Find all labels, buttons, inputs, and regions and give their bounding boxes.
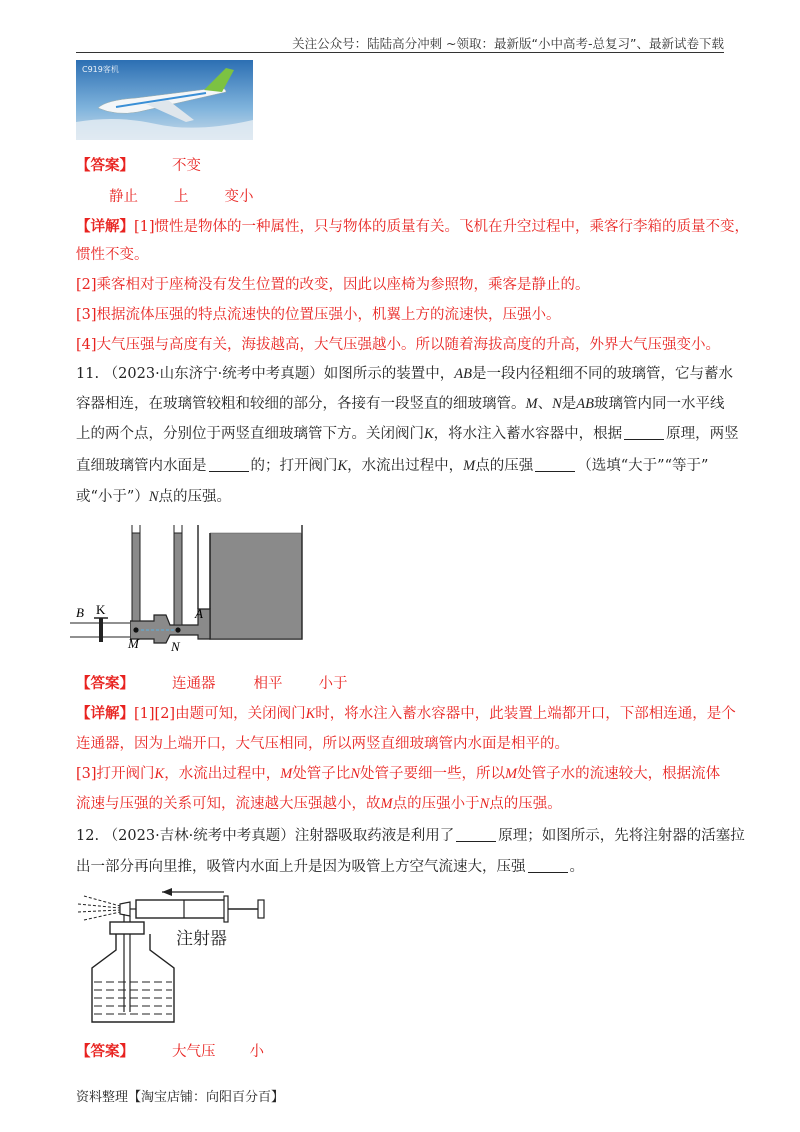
airplane-photo: [76, 60, 253, 140]
q11-stem-3: 上的两个点，分别位于两竖直细玻璃管下方。关闭阀门K，将水注入蓄水容器中，根据 原理，两竖: [76, 426, 739, 442]
page-header: 关注公众号：陆陆高分冲刺 ~领取：最新版“小中高考-总复习”、最新试卷下载: [292, 36, 724, 51]
syringe-barrel: [136, 900, 226, 918]
q11-answer: 【答案】 连通器 相平 小于: [76, 675, 348, 692]
label-m: M: [128, 636, 139, 651]
plunger-handle: [258, 900, 264, 918]
q10-detail-2: 惯性不变。: [76, 247, 149, 263]
q11-blank-3: [535, 457, 575, 472]
q10-detail-3: [2]乘客相对于座椅没有发生位置的改变，因此以座椅为参照物，乘客是静止的。: [76, 277, 590, 293]
q12-syringe-figure: [74, 880, 274, 1030]
q12-answer: 【答案】 大气压 小: [76, 1043, 264, 1060]
q11-stem-2: 容器相连，在玻璃管较粗和较细的部分，各接有一段竖直的细玻璃管。M、N是AB玻璃管内同一水平线: [76, 396, 725, 412]
point-m: [133, 627, 138, 632]
q11-stem-4: 直细玻璃管内水面是 的；打开阀门K，水流出过程中，M点的压强 （选填“大于”“等于”: [76, 458, 709, 474]
q11-blank-1: [624, 425, 664, 440]
q10-detail-4: [3]根据流体压强的特点流速快的位置压强小，机翼上方的流速快，压强小。: [76, 307, 561, 323]
point-n: [175, 627, 180, 632]
header-divider: [76, 52, 724, 53]
label-b: B: [76, 605, 84, 620]
q11-stem-1: 11. （2023·山东济宁·统考中考真题）如图所示的装置中，AB是一段内径粗细不同的玻璃管，它与蓄水: [76, 366, 734, 382]
q12-stem-1: 12. （2023·吉林·统考中考真题）注射器吸取药液是利用了 原理；如图所示，先将注射器的活塞拉: [76, 828, 745, 844]
label-a: A: [195, 606, 203, 621]
spray-icon: [78, 896, 120, 920]
liquid: [94, 982, 172, 1014]
tube-m: [132, 533, 140, 621]
q11-detail-1: 【详解】[1][2]由题可知，关闭阀门K时，将水注入蓄水容器中，此装置上端都开口，下部相连通，是个: [76, 705, 736, 722]
q10-detail-1: 【详解】[1]惯性是物体的一种属性，只与物体的质量有关。飞机在升空过程中，乘客行李箱的质量不变，: [76, 218, 750, 235]
q12-stem-2: 出一部分再向里推，吸管内水面上升是因为吸管上方空气流速大，压强 。: [76, 859, 584, 875]
syringe-label: 注射器: [176, 929, 227, 949]
q11-tube-figure: [70, 515, 315, 655]
page-footer: 资料整理【淘宝店铺：向阳百分百】: [76, 1090, 285, 1105]
bottle: [92, 934, 174, 1022]
reservoir-water: [210, 533, 302, 638]
q11-stem-5: 或“小于”）N点的压强。: [76, 489, 231, 505]
q10-answer-row1: 【答案】 不变: [76, 157, 201, 174]
q12-blank-1: [456, 827, 496, 842]
valve-k: [99, 618, 103, 642]
q10-detail-5: [4]大气压强与高度有关，海拔越高，大气压强越小。所以随着海拔高度的升高，外界大气压强变小。: [76, 337, 721, 353]
push-arrow-icon: [162, 888, 172, 896]
label-k: K: [96, 602, 106, 617]
q11-detail-2: 连通器，因为上端开口，大气压相同，所以两竖直细玻璃管内水面是相平的。: [76, 736, 569, 752]
label-n: N: [171, 639, 180, 654]
photo-caption: C919客机: [82, 65, 119, 74]
q11-detail-4: 流速与压强的关系可知，流速越大压强越小，故M点的压强小于N点的压强。: [76, 796, 562, 812]
q11-detail-3: [3]打开阀门K，水流出过程中，M处管子比N处管子要细一些，所以M处管子水的流速较大，根据流体: [76, 766, 721, 782]
q10-answer-row2: 静止 上 变小: [109, 189, 254, 205]
q11-blank-2: [209, 457, 249, 472]
bottle-cap: [110, 922, 144, 934]
tube-n: [174, 533, 182, 625]
q12-blank-2: [528, 858, 568, 873]
